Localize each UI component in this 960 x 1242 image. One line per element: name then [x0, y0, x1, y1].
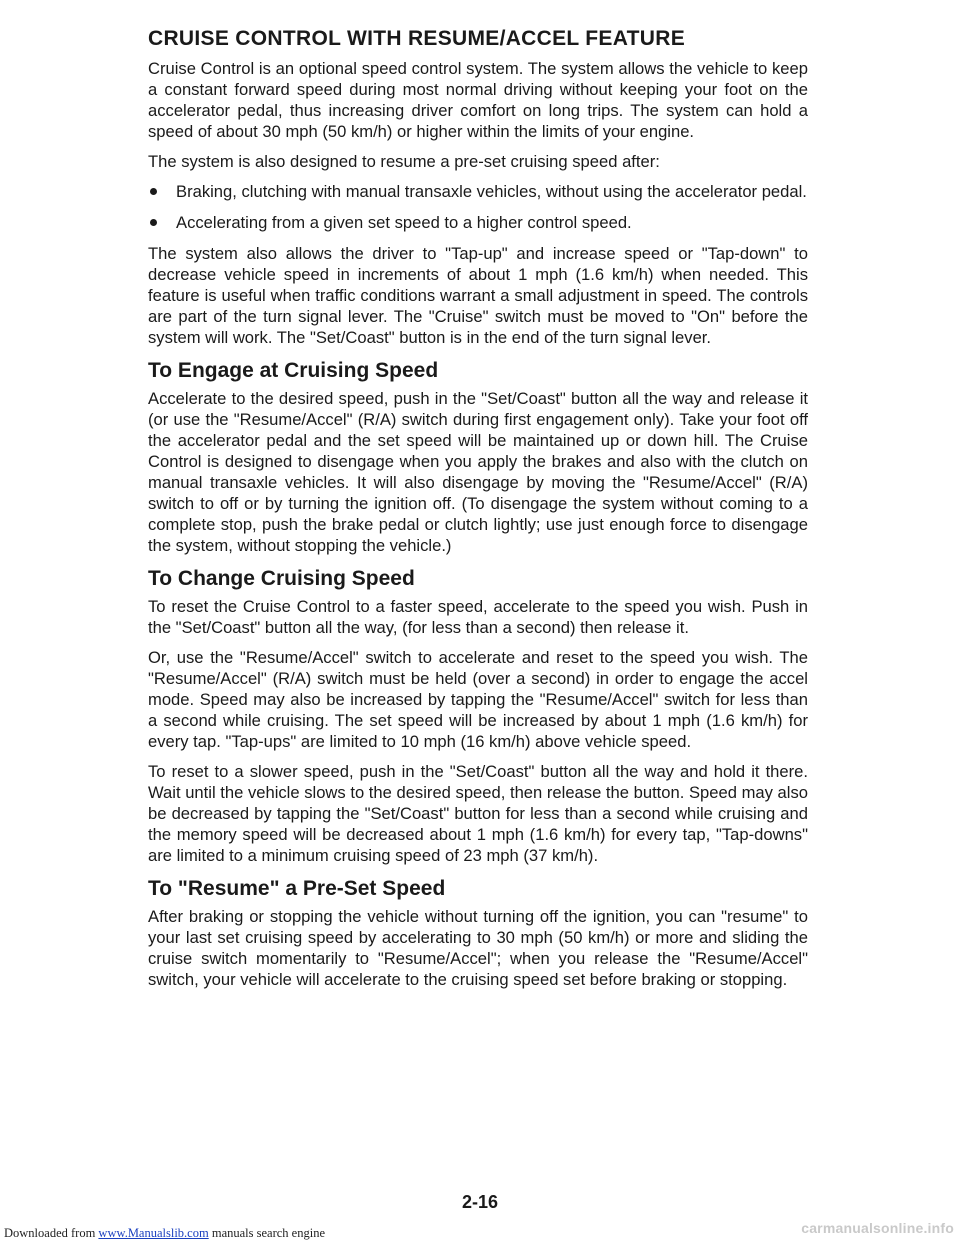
- resume-conditions-list: [148, 181, 808, 233]
- manualslib-link[interactable]: www.Manualslib.com: [98, 1226, 209, 1240]
- list-item: [148, 181, 808, 202]
- download-footer: [4, 1226, 325, 1241]
- intro-paragraph-2: The system is also designed to resume a pre-set cruising speed after:: [148, 152, 660, 171]
- intro-paragraph-1: Cruise Control is an optional speed control system. The system allows the vehicle to keep a constant forward speed during most normal driving without keeping your foot on the accelerator pedal, thus increasing driver comfort on long trips. The system can hold a speed of about 30 mph (50 km/h) or higher within the limits of your engine.: [148, 59, 808, 141]
- page-number: 2-16: [461, 1192, 499, 1212]
- manual-page: [148, 26, 808, 999]
- footer-suffix: manuals search engine: [208, 1226, 325, 1240]
- section-heading-engage: To Engage at Cruising Speed: [148, 359, 439, 382]
- page-title: CRUISE CONTROL WITH RESUME/ACCEL FEATURE: [148, 27, 686, 50]
- resume-paragraph: After braking or stopping the vehicle without turning off the ignition, you can "resume" to your last set cruising speed by accelerating to 30 mph (50 km/h) or more and sliding the cruise switch momentarily to "Resume/Accel"; when you release the "Resume/Accel" switch, your vehicle will accelerate to the cruising speed set before braking or stopping.: [148, 907, 808, 989]
- list-item-text: Braking, clutching with manual transaxle vehicles, without using the accelerator pedal.: [176, 182, 807, 201]
- engage-paragraph: Accelerate to the desired speed, push in the "Set/Coast" button all the way and release it (or use the "Resume/Accel" (R/A) switch during first engagement only). Take your foot off the accelerator pedal and the set speed will be maintained up or down hill. The Cruise Control is designed to disengage when you apply the brakes and also with the clutch on manual transaxle vehicles. It will also disengage by moving the "Resume/Accel" (R/A) switch to off or by turning the ignition off. (To disengage the system without coming to a complete stop, push the brake pedal or clutch lightly; use just enough force to disengage the system, without stopping the vehicle.): [148, 389, 808, 555]
- section-heading-change: To Change Cruising Speed: [148, 567, 415, 590]
- change-paragraph-2: Or, use the "Resume/Accel" switch to accelerate and reset to the speed you wish. The "Resume/Accel" (R/A) switch must be held (over a second) in order to engage the accel mode. Speed may also be increased by tapping the "Resume/Accel" switch for less than a second while cruising. The set speed will be increased by about 1 mph (1.6 km/h) for every tap. "Tap-ups" are limited to 10 mph (16 km/h) above vehicle speed.: [148, 648, 808, 751]
- list-item: [148, 212, 808, 233]
- change-paragraph-3: To reset to a slower speed, push in the "Set/Coast" button all the way and hold it there. Wait until the vehicle slows to the desired speed, then release the button. Speed may also be decreased by tapping the "Set/Coast" button for less than a second while cruising and the memory speed will be decreased about 1 mph (1.6 km/h) for every tap, "Tap-downs" are limited to a minimum cruising speed of 23 mph (37 km/h).: [148, 762, 808, 865]
- change-paragraph-1: To reset the Cruise Control to a faster speed, accelerate to the speed you wish. Push in the "Set/Coast" button all the way, (for less than a second) then release it.: [148, 597, 808, 637]
- list-item-text: Accelerating from a given set speed to a higher control speed.: [176, 213, 632, 232]
- footer-prefix: Downloaded from: [4, 1226, 99, 1240]
- bullet-icon: [150, 219, 157, 226]
- section-heading-resume: To "Resume" a Pre-Set Speed: [148, 877, 446, 900]
- intro-paragraph-3: The system also allows the driver to "Tap-up" and increase speed or "Tap-down" to decrease vehicle speed in increments of about 1 mph (1.6 km/h) when needed. This feature is useful when traffic conditions warrant a small adjustment in speed. The controls are part of the turn signal lever. The "Cruise" switch must be moved to "On" before the system will work. The "Set/Coast" button is in the end of the turn signal lever.: [148, 244, 808, 347]
- watermark: carmanualsonline.info: [801, 1220, 954, 1236]
- bullet-icon: [150, 188, 157, 195]
